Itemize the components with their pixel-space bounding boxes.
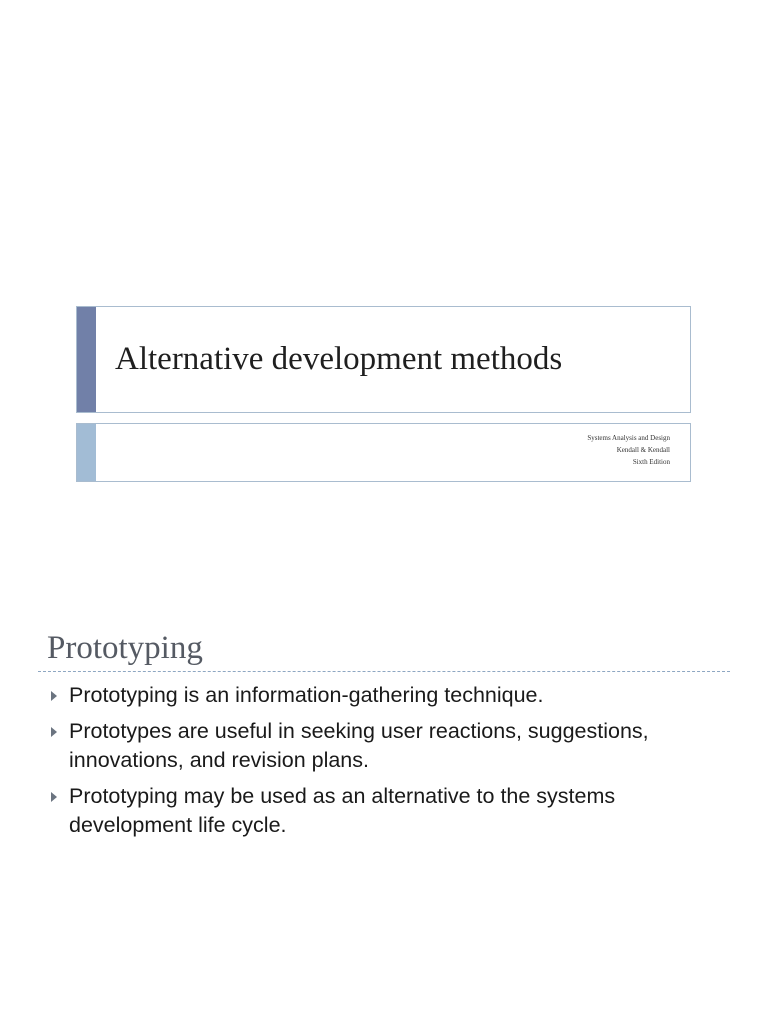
subtitle-text	[587, 432, 670, 468]
slide-title: Alternative development methods	[115, 341, 563, 377]
bullet-list	[47, 681, 727, 847]
bullet-text: Prototyping is an information-gathering technique.	[69, 683, 544, 707]
triangle-bullet-icon	[51, 727, 57, 737]
triangle-bullet-icon	[51, 691, 57, 701]
subtitle-accent-bar	[77, 424, 96, 481]
bullet-text: Prototypes are useful in seeking user reactions, suggestions, innovations, and revision plans.	[69, 719, 649, 772]
subtitle-line: Sixth Edition	[632, 458, 670, 466]
content-slide	[0, 575, 768, 1024]
bullet-item	[47, 782, 727, 840]
subtitle-box	[76, 423, 691, 482]
bullet-item	[47, 681, 727, 710]
title-accent-bar	[77, 307, 96, 412]
bullet-item	[47, 717, 727, 775]
title-box	[76, 306, 691, 413]
heading-divider	[38, 671, 730, 672]
subtitle-line: Kendall & Kendall	[616, 446, 670, 454]
slide-heading: Prototyping	[47, 630, 203, 666]
bullet-text: Prototyping may be used as an alternative to the systems development life cycle.	[69, 784, 616, 837]
triangle-bullet-icon	[51, 792, 57, 802]
subtitle-line: Systems Analysis and Design	[587, 434, 670, 442]
